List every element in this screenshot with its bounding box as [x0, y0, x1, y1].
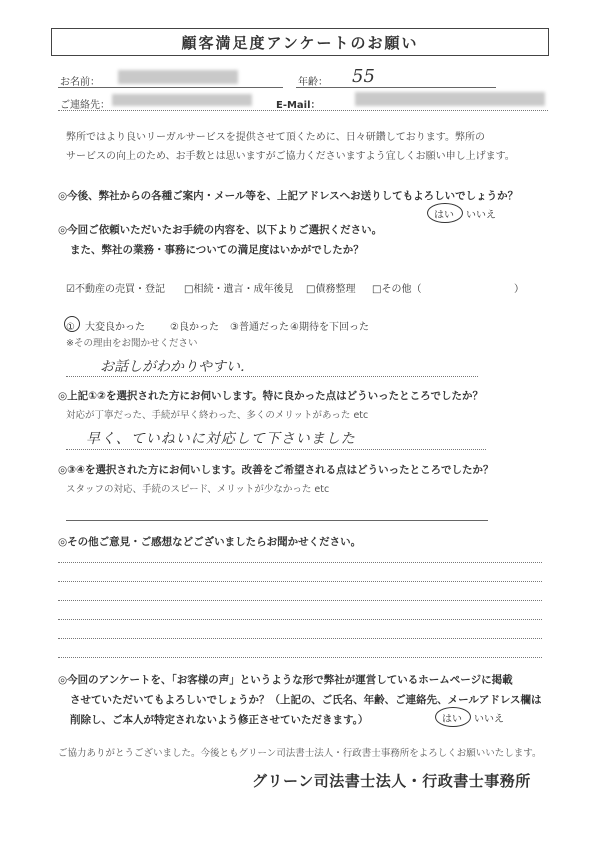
q6-no-option[interactable]: いいえ — [474, 714, 504, 725]
q2-handwritten-answer: お話しがわかりやすい． — [100, 359, 254, 375]
q2-category-inheritance[interactable]: □相続・遺言・成年後見 — [184, 284, 294, 295]
firm-name: グリーン司法書士法人・行政書士事務所 — [252, 772, 531, 790]
q5-line-3 — [58, 600, 542, 601]
q3-handwritten-answer: 早く、ていねいに対応して下さいました — [86, 431, 356, 447]
q2-rating-3[interactable]: ③普通だった — [230, 322, 289, 333]
contact-line — [58, 110, 548, 111]
q3-answer-line — [66, 449, 486, 450]
q2-reason-prompt: ※その理由をお聞かせください — [66, 338, 198, 349]
contact-redacted — [112, 94, 252, 106]
q2-category-realestate[interactable]: ☑不動産の売買・登記 — [66, 284, 165, 295]
email-label: E-Mail： — [276, 100, 321, 111]
name-redacted — [118, 70, 238, 84]
name-line — [58, 87, 283, 88]
q3-text: ◎上記①②を選択された方にお伺いします。特に良かった点はどういったところでしたか？ — [58, 390, 483, 402]
age-label: 年齢： — [298, 77, 328, 88]
email-redacted — [355, 92, 545, 106]
survey-title: 顧客満足度アンケートのお願い — [181, 33, 419, 52]
q5-line-2 — [58, 581, 542, 582]
q6-text-line3: 削除し、ご本人が特定されないよう修正させていただきます。） — [70, 714, 369, 726]
q2-category-other[interactable]: □その他（ — [372, 284, 422, 295]
q4-example: スタッフの対応、手続のスピード、メリットが少なかった etc — [66, 484, 330, 495]
q5-line-1 — [58, 562, 542, 563]
q4-answer-line — [66, 520, 488, 521]
q2-close-paren: ） — [514, 284, 524, 295]
q2-rating-2[interactable]: ②良かった — [170, 322, 219, 333]
closing-text: ご協力ありがとうございました。今後ともグリーン司法書士法人・行政書士事務所をよろしくお願いいたします。 — [58, 748, 542, 759]
q6-text-line1: ◎今回のアンケートを、「お客様の声」というような形で弊社が運営しているホームページに掲載 — [58, 674, 513, 686]
q6-text-line2: させていただいてもよろしいでしょうか？（上記の、ご氏名、年齢、ご連絡先、メールアドレス欄は — [70, 694, 542, 706]
q4-text: ◎③④を選択された方にお伺いします。改善をご希望される点はどういったところでしたか？ — [58, 464, 494, 476]
q2-text-line2: また、弊社の業務・事務についての満足度はいかがでしたか？ — [70, 244, 364, 256]
q2-rating-4[interactable]: ④期待を下回った — [290, 322, 369, 333]
intro-line-1: 弊所ではより良いリーガルサービスを提供させて頂くために、日々研鑽しております。弊所の — [66, 132, 485, 143]
q1-yes-option[interactable]: はい — [434, 210, 454, 221]
age-value: 55 — [352, 66, 375, 87]
intro-line-2: サービスの向上のため、お手数とは思いますがご協力くださいますよう宜しくお願い申し上げます。 — [66, 151, 515, 162]
age-line — [296, 87, 496, 88]
contact-label: ご連絡先： — [60, 100, 110, 111]
q5-text: ◎その他ご意見・ご感想などございましたらお聞かせください。 — [58, 536, 362, 548]
q1-no-option[interactable]: いいえ — [466, 210, 496, 221]
q2-rating-1[interactable]: ① 大変良かった — [66, 322, 145, 333]
name-label: お名前： — [60, 77, 100, 88]
survey-title-box — [51, 28, 549, 56]
q2-category-debt[interactable]: □債務整理 — [306, 284, 356, 295]
q5-line-5 — [58, 638, 542, 639]
q5-line-4 — [58, 619, 542, 620]
q5-line-6 — [58, 657, 542, 658]
q2-answer-line — [66, 376, 478, 377]
q2-text-line1: ◎今回ご依頼いただいたお手続の内容を、以下よりご選択ください。 — [58, 224, 383, 236]
q6-yes-option[interactable]: はい — [442, 714, 462, 725]
q3-example: 対応が丁寧だった、手続が早く終わった、多くのメリットがあった etc — [66, 410, 369, 421]
q1-text: ◎今後、弊社からの各種ご案内・メール等を、上記アドレスへお送りしてもよろしいでしょうか？ — [58, 190, 519, 202]
